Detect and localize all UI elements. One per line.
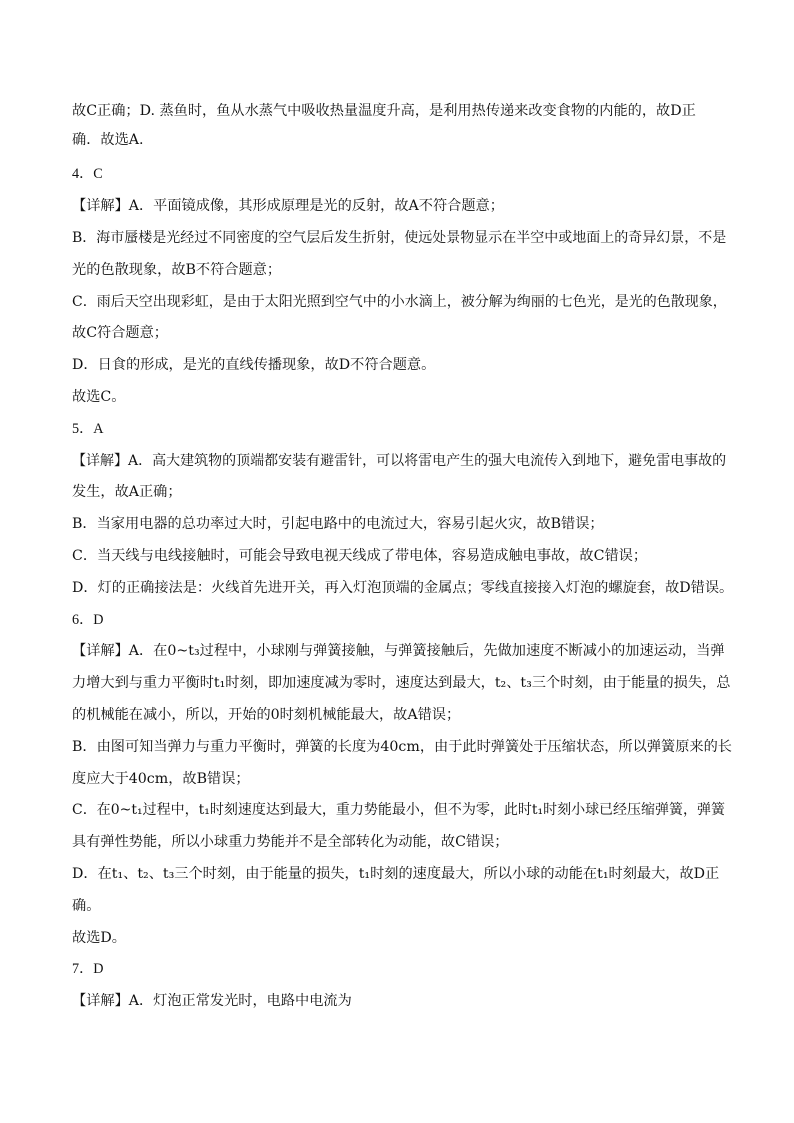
text-line: 具有弹性势能，所以小球重力势能并不是全部转化为动能，故C错误； <box>72 834 509 850</box>
text-line: 确。 <box>72 898 101 914</box>
text-line: D．日食的形成，是光的直线传播现象，故D不符合题意。 <box>72 357 436 373</box>
text-line: C．雨后天空出现彩虹，是由于太阳光照到空气中的小水滴上，被分解为绚丽的七色光，是光的色散现象， <box>72 294 727 310</box>
text-line: 【详解】A．在0~t₃过程中，小球刚与弹簧接触，与弹簧接触后，先做加速度不断减小的加速运动，当弹 <box>72 643 725 659</box>
answer-heading: 5．A <box>72 421 104 437</box>
text-line: 【详解】A．灯泡正常发光时，电路中电流为 <box>72 993 352 1009</box>
answer-heading: 4．C <box>72 166 103 182</box>
text-line: B．由图可知当弹力与重力平衡时，弹簧的长度为40cm，由于此时弹簧处于压缩状态，所以弹簧原来的长 <box>72 739 732 755</box>
text-line: D．在t₁、t₂、t₃三个时刻，由于能量的损失，t₁时刻的速度最大，所以小球的动能在t₁时刻最大，故D正 <box>72 866 720 882</box>
text-line: B．海市蜃楼是光经过不同密度的空气层后发生折射，使远处景物显示在半空中或地面上的奇异幻景，不是 <box>72 230 727 246</box>
answer-heading: 7．D <box>72 961 104 977</box>
text-line: 的机械能在减小，所以，开始的0时刻机械能最大，故A错误； <box>72 707 461 723</box>
text-line: 发生，故A正确； <box>72 484 182 500</box>
text-line: 故选C。 <box>72 389 126 405</box>
text-line: 【详解】A．平面镜成像，其形成原理是光的反射，故A不符合题意； <box>72 198 504 214</box>
text-line: 光的色散现象，故B不符合题意； <box>72 262 282 278</box>
text-line: 确．故选A. <box>72 132 144 148</box>
text-line: B．当家用电器的总功率过大时，引起电路中的电流过大，容易引起火灾，故B错误； <box>72 516 604 532</box>
answer-heading: 6．D <box>72 612 104 628</box>
text-line: 【详解】A．高大建筑物的顶端都安装有避雷针，可以将雷电产生的强大电流传入到地下，避免雷电事故的 <box>72 453 727 469</box>
text-line: C．在0~t₁过程中，t₁时刻速度达到最大，重力势能最小，但不为零，此时t₁时刻小球已经压缩弹簧，弹簧 <box>72 802 726 818</box>
text-line: 度应大于40cm，故B错误； <box>72 771 250 787</box>
text-line: 故C正确；D. 蒸鱼时，鱼从水蒸气中吸收热量温度升高，是利用热传递来改变食物的内能的，故D正 <box>72 103 696 119</box>
text-line: C．当天线与电线接触时，可能会导致电视天线成了带电体，容易造成触电事故，故C错误； <box>72 548 648 564</box>
text-line: D．灯的正确接法是：火线首先进开关，再入灯泡顶端的金属点；零线直接接入灯泡的螺旋套，故D错误。 <box>72 580 734 596</box>
text-line: 力增大到与重力平衡时t₁时刻，即加速度减为零时，速度达到最大，t₂、t₃三个时刻，由于能量的损失，总 <box>72 675 731 691</box>
text-line: 故C符合题意； <box>72 325 168 341</box>
text-line: 故选D。 <box>72 930 126 946</box>
